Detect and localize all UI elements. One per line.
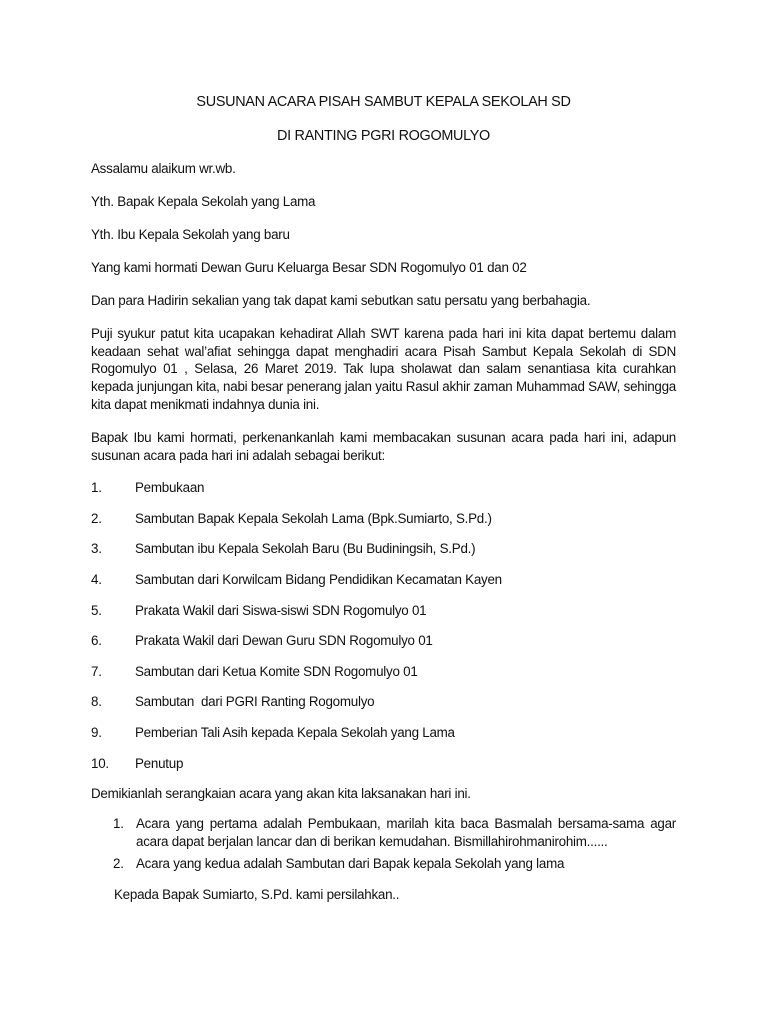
agenda-item: [91, 571, 676, 589]
agenda-item: [91, 693, 676, 711]
greeting-salam: Assalamu alaikum wr.wb.: [91, 161, 236, 176]
agenda-item-text: Penutup: [135, 755, 184, 771]
agenda-item-number: 9.: [91, 724, 102, 740]
agenda-item-number: 1.: [91, 480, 102, 496]
step-item-number: 2.: [113, 856, 124, 872]
agenda-item-text: Pemberian Tali Asih kepada Kepala Sekolah yang Lama: [135, 724, 455, 740]
step-item: [113, 855, 676, 873]
agenda-list: [91, 479, 676, 772]
agenda-item: [91, 632, 676, 650]
greeting-audience: Dan para Hadirin sekalian yang tak dapat kami sebutkan satu persatu yang berbahagia.: [91, 293, 591, 308]
step-item: [113, 815, 676, 850]
agenda-item-number: 3.: [91, 541, 102, 557]
agenda-item-number: 7.: [91, 663, 102, 679]
steps-list: [91, 815, 676, 873]
agenda-item: [91, 479, 676, 497]
document-title: SUSUNAN ACARA PISAH SAMBUT KEPALA SEKOLAH SD: [196, 94, 571, 110]
document-subtitle: DI RANTING PGRI ROGOMULYO: [277, 128, 490, 144]
agenda-item: [91, 724, 676, 742]
agenda-item-text: Prakata Wakil dari Dewan Guru SDN Rogomulyo 01: [135, 633, 433, 649]
agenda-item: [91, 602, 676, 620]
greeting-old-principal: Yth. Bapak Kepala Sekolah yang Lama: [91, 194, 316, 209]
greeting-new-principal: Yth. Ibu Kepala Sekolah yang baru: [91, 227, 290, 242]
summary-line: Demikianlah serangkaian acara yang akan kita laksanakan hari ini.: [91, 786, 471, 802]
agenda-item-text: Prakata Wakil dari Siswa-siswi SDN Rogomulyo 01: [135, 602, 427, 618]
agenda-item-number: 5.: [91, 602, 102, 618]
agenda-item-number: 6.: [91, 633, 102, 649]
agenda-item-number: 4.: [91, 572, 102, 587]
greeting-teachers: Yang kami hormati Dewan Guru Keluarga Besar SDN Rogomulyo 01 dan 02: [91, 260, 527, 275]
agenda-item-number: 10.: [91, 755, 109, 771]
step-item-text: Acara yang kedua adalah Sambutan dari Bapak kepala Sekolah yang lama: [136, 856, 565, 872]
step-item-number: 1.: [113, 815, 124, 831]
agenda-item-number: 2.: [91, 510, 102, 526]
opening-paragraph: Puji syukur patut kita ucapakan kehadirat Allah SWT karena pada hari ini kita dapat bertemu dalam keadaan sehat wal’afiat sehingga dapat menghadiri acara Pisah Sambut Kepala Sekolah di SDN Rogomulyo 01 , Selasa, 26 Maret 2019. Tak lupa sholawat dan salam senantiasa kita curahkan kepada junjungan kita, nabi besar penerang jalan yaitu Rasul akhir zaman Muhammad SAW, sehingga kita dapat menikmati indahnya dunia ini.: [91, 326, 676, 412]
agenda-item-text: Sambutan dari Korwilcam Bidang Pendidikan Kecamatan Kayen: [135, 572, 502, 587]
closing-line: Kepada Bapak Sumiarto, S.Pd. kami persilahkan..: [114, 886, 400, 902]
agenda-item-text: Sambutan ibu Kepala Sekolah Baru (Bu Budiningsih, S.Pd.): [135, 541, 476, 557]
agenda-item-text: Sambutan Bapak Kepala Sekolah Lama (Bpk.Sumiarto, S.Pd.): [135, 510, 492, 526]
agenda-item: [91, 755, 676, 773]
agenda-item-number: 8.: [91, 694, 102, 710]
intro-paragraph: Bapak Ibu kami hormati, perkenankanlah kami membacakan susunan acara pada hari ini, adapun susunan acara pada hari ini adalah sebagai berikut:: [91, 429, 676, 463]
agenda-item: [91, 540, 676, 558]
agenda-item-text: Sambutan dari Ketua Komite SDN Rogomulyo 01: [135, 663, 418, 679]
step-item-text: Acara yang pertama adalah Pembukaan, marilah kita baca Basmalah bersama-sama agar acara dapat berjalan lancar dan di berikan kemudahan. Bismillahirohmanirohim......: [136, 815, 676, 849]
agenda-item-text: Sambutan dari PGRI Ranting Rogomulyo: [135, 694, 375, 710]
agenda-item: [91, 663, 676, 681]
agenda-item-text: Pembukaan: [135, 480, 205, 496]
agenda-item: [91, 510, 676, 528]
